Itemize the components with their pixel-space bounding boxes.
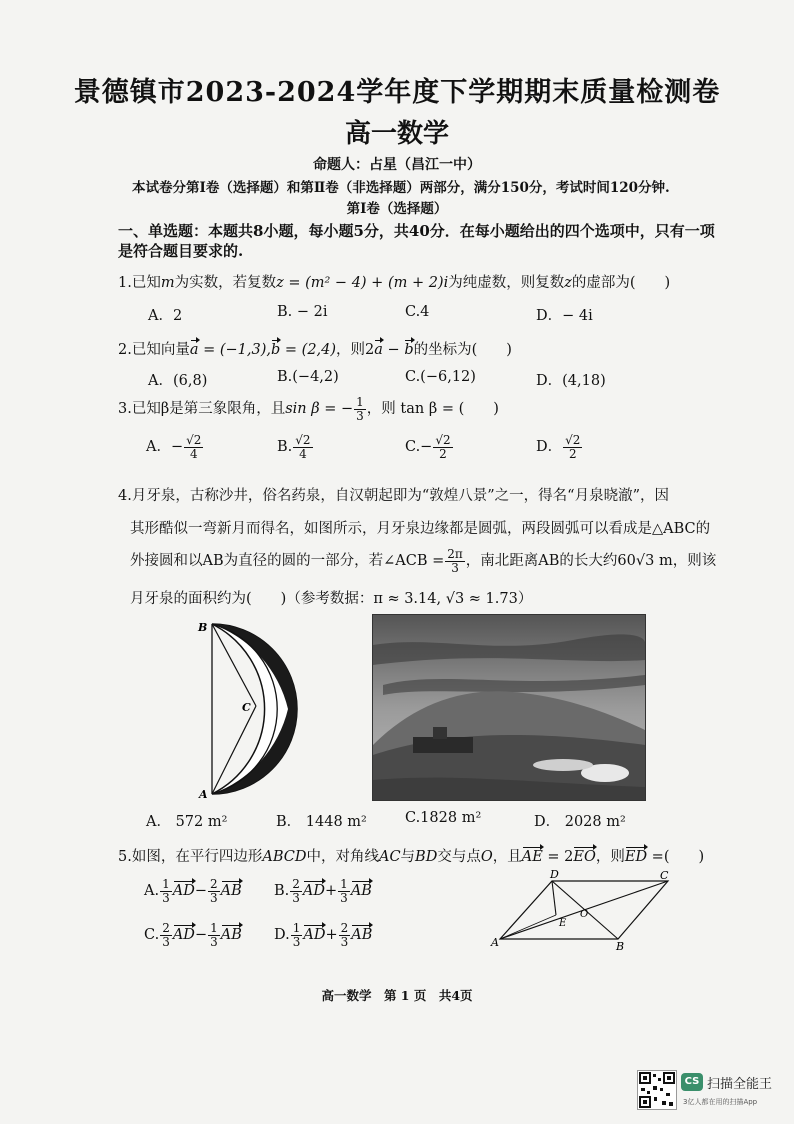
label-c: C	[660, 869, 669, 882]
question-4-line2: 其形酷似一弯新月而得名，如图所示，月牙泉边缘都是圆弧，两段圆弧可以看成是△ABC的	[130, 521, 711, 537]
crescent-spring-photo	[372, 614, 646, 801]
q2-option-c: C.(−6,12)	[405, 369, 476, 385]
intro-line: 本试卷分第Ⅰ卷（选择题）和第Ⅱ卷（非选择题）两部分，满分150分，考试时间120分钟.	[132, 180, 670, 196]
q4-option-b: B． 1448 m²	[276, 814, 367, 830]
page-footer: 高一数学 第 1 页 共4页	[321, 988, 473, 1003]
crescent-figure	[196, 618, 298, 800]
qr-code	[637, 1070, 677, 1110]
q1-option-c: C.4	[405, 304, 430, 320]
question-2: 2.已知向量a = (−1,3),b = (2,4)，则2a − b的坐标为( )	[118, 342, 512, 358]
q5-option-c: C. $\frac{2}{3}$ AD− $\frac{1}{3}$ AB	[144, 921, 242, 949]
q3-option-c: C.− $\frac{√2}{2}$	[405, 433, 451, 461]
part-one-heading: 第Ⅰ卷（选择题）	[346, 201, 448, 217]
q1-option-d: D．− 4i	[536, 308, 593, 324]
question-1: 1.已知m为实数，若复数z = (m² − 4) + (m + 2)i为纯虚数，则复数z的虚部为( )	[118, 275, 671, 291]
question-5: 5.如图，在平行四边形ABCD中，对角线AC与BD交与点O，且AE = 2EO，则ED =( )	[118, 849, 705, 865]
q2-option-a: A．(6,8)	[148, 373, 208, 389]
q4-option-d: D． 2028 m²	[534, 814, 626, 830]
label-a: A	[491, 936, 499, 949]
q5-option-a: A. $\frac{1}{3}$ AD− $\frac{2}{3}$ AB	[144, 877, 242, 905]
label-c: C	[242, 701, 251, 714]
q2-option-d: D．(4,18)	[536, 373, 606, 389]
q2-option-b: B.(−4,2)	[277, 369, 339, 385]
label-b: B	[616, 940, 625, 952]
question-3: 3.已知β是第三象限角，且sin β = − $\frac{1}{3}$ ，则 tan β = ( )	[118, 395, 499, 423]
exam-title: 景德镇市2023-2024学年度下学期期末质量检测卷	[73, 77, 721, 108]
label-o: O	[580, 909, 589, 920]
label-d: D	[550, 868, 559, 881]
label-b: B	[198, 621, 208, 634]
section-heading-line2: 是符合题目要求的.	[118, 242, 244, 260]
author-line: 命题人：占星（昌江一中）	[313, 157, 481, 173]
label-a: A	[199, 788, 208, 800]
q3-option-a: A．− $\frac{√2}{4}$	[146, 433, 202, 461]
q5-option-b: B. $\frac{2}{3}$ AD+ $\frac{1}{3}$ AB	[274, 877, 372, 905]
q1-option-b: B. − 2i	[277, 304, 328, 320]
q4-option-c: C.1828 m²	[405, 810, 482, 826]
scanner-tagline: 3亿人都在用的扫描App	[683, 1098, 758, 1106]
section-heading-line1: 一、单选题：本题共8小题，每小题5分，共40分．在每小题给出的四个选项中，只有一项	[118, 222, 715, 240]
question-4-line4: 月牙泉的面积约为( )（参考数据：π ≈ 3.14, √3 ≈ 1.73）	[130, 591, 533, 607]
q3-option-d: D． $\frac{√2}{2}$	[536, 433, 581, 461]
q4-option-a: A． 572 m²	[146, 814, 228, 830]
label-e: E	[559, 918, 567, 929]
scanner-logo: CS	[681, 1073, 703, 1091]
q1-option-a: A．2	[148, 308, 183, 324]
q5-option-d: D. $\frac{1}{3}$ AD+ $\frac{2}{3}$ AB	[274, 921, 373, 949]
scanner-app-name: 扫描全能王	[707, 1077, 773, 1092]
subject-title: 高一数学	[344, 119, 449, 149]
parallelogram-figure	[488, 868, 678, 952]
q3-option-b: B. $\frac{√2}{4}$	[277, 433, 311, 461]
question-4-line3: 外接圆和以AB为直径的圆的一部分，若∠ACB = $\frac{2\pi}{3}$ ，南北距离AB的长大约60√3 m，则该	[130, 547, 717, 575]
question-4-line1: 4.月牙泉，古称沙井，俗名药泉，自汉朝起即为“敦煌八景”之一，得名“月泉晓澈”，因	[118, 488, 669, 504]
